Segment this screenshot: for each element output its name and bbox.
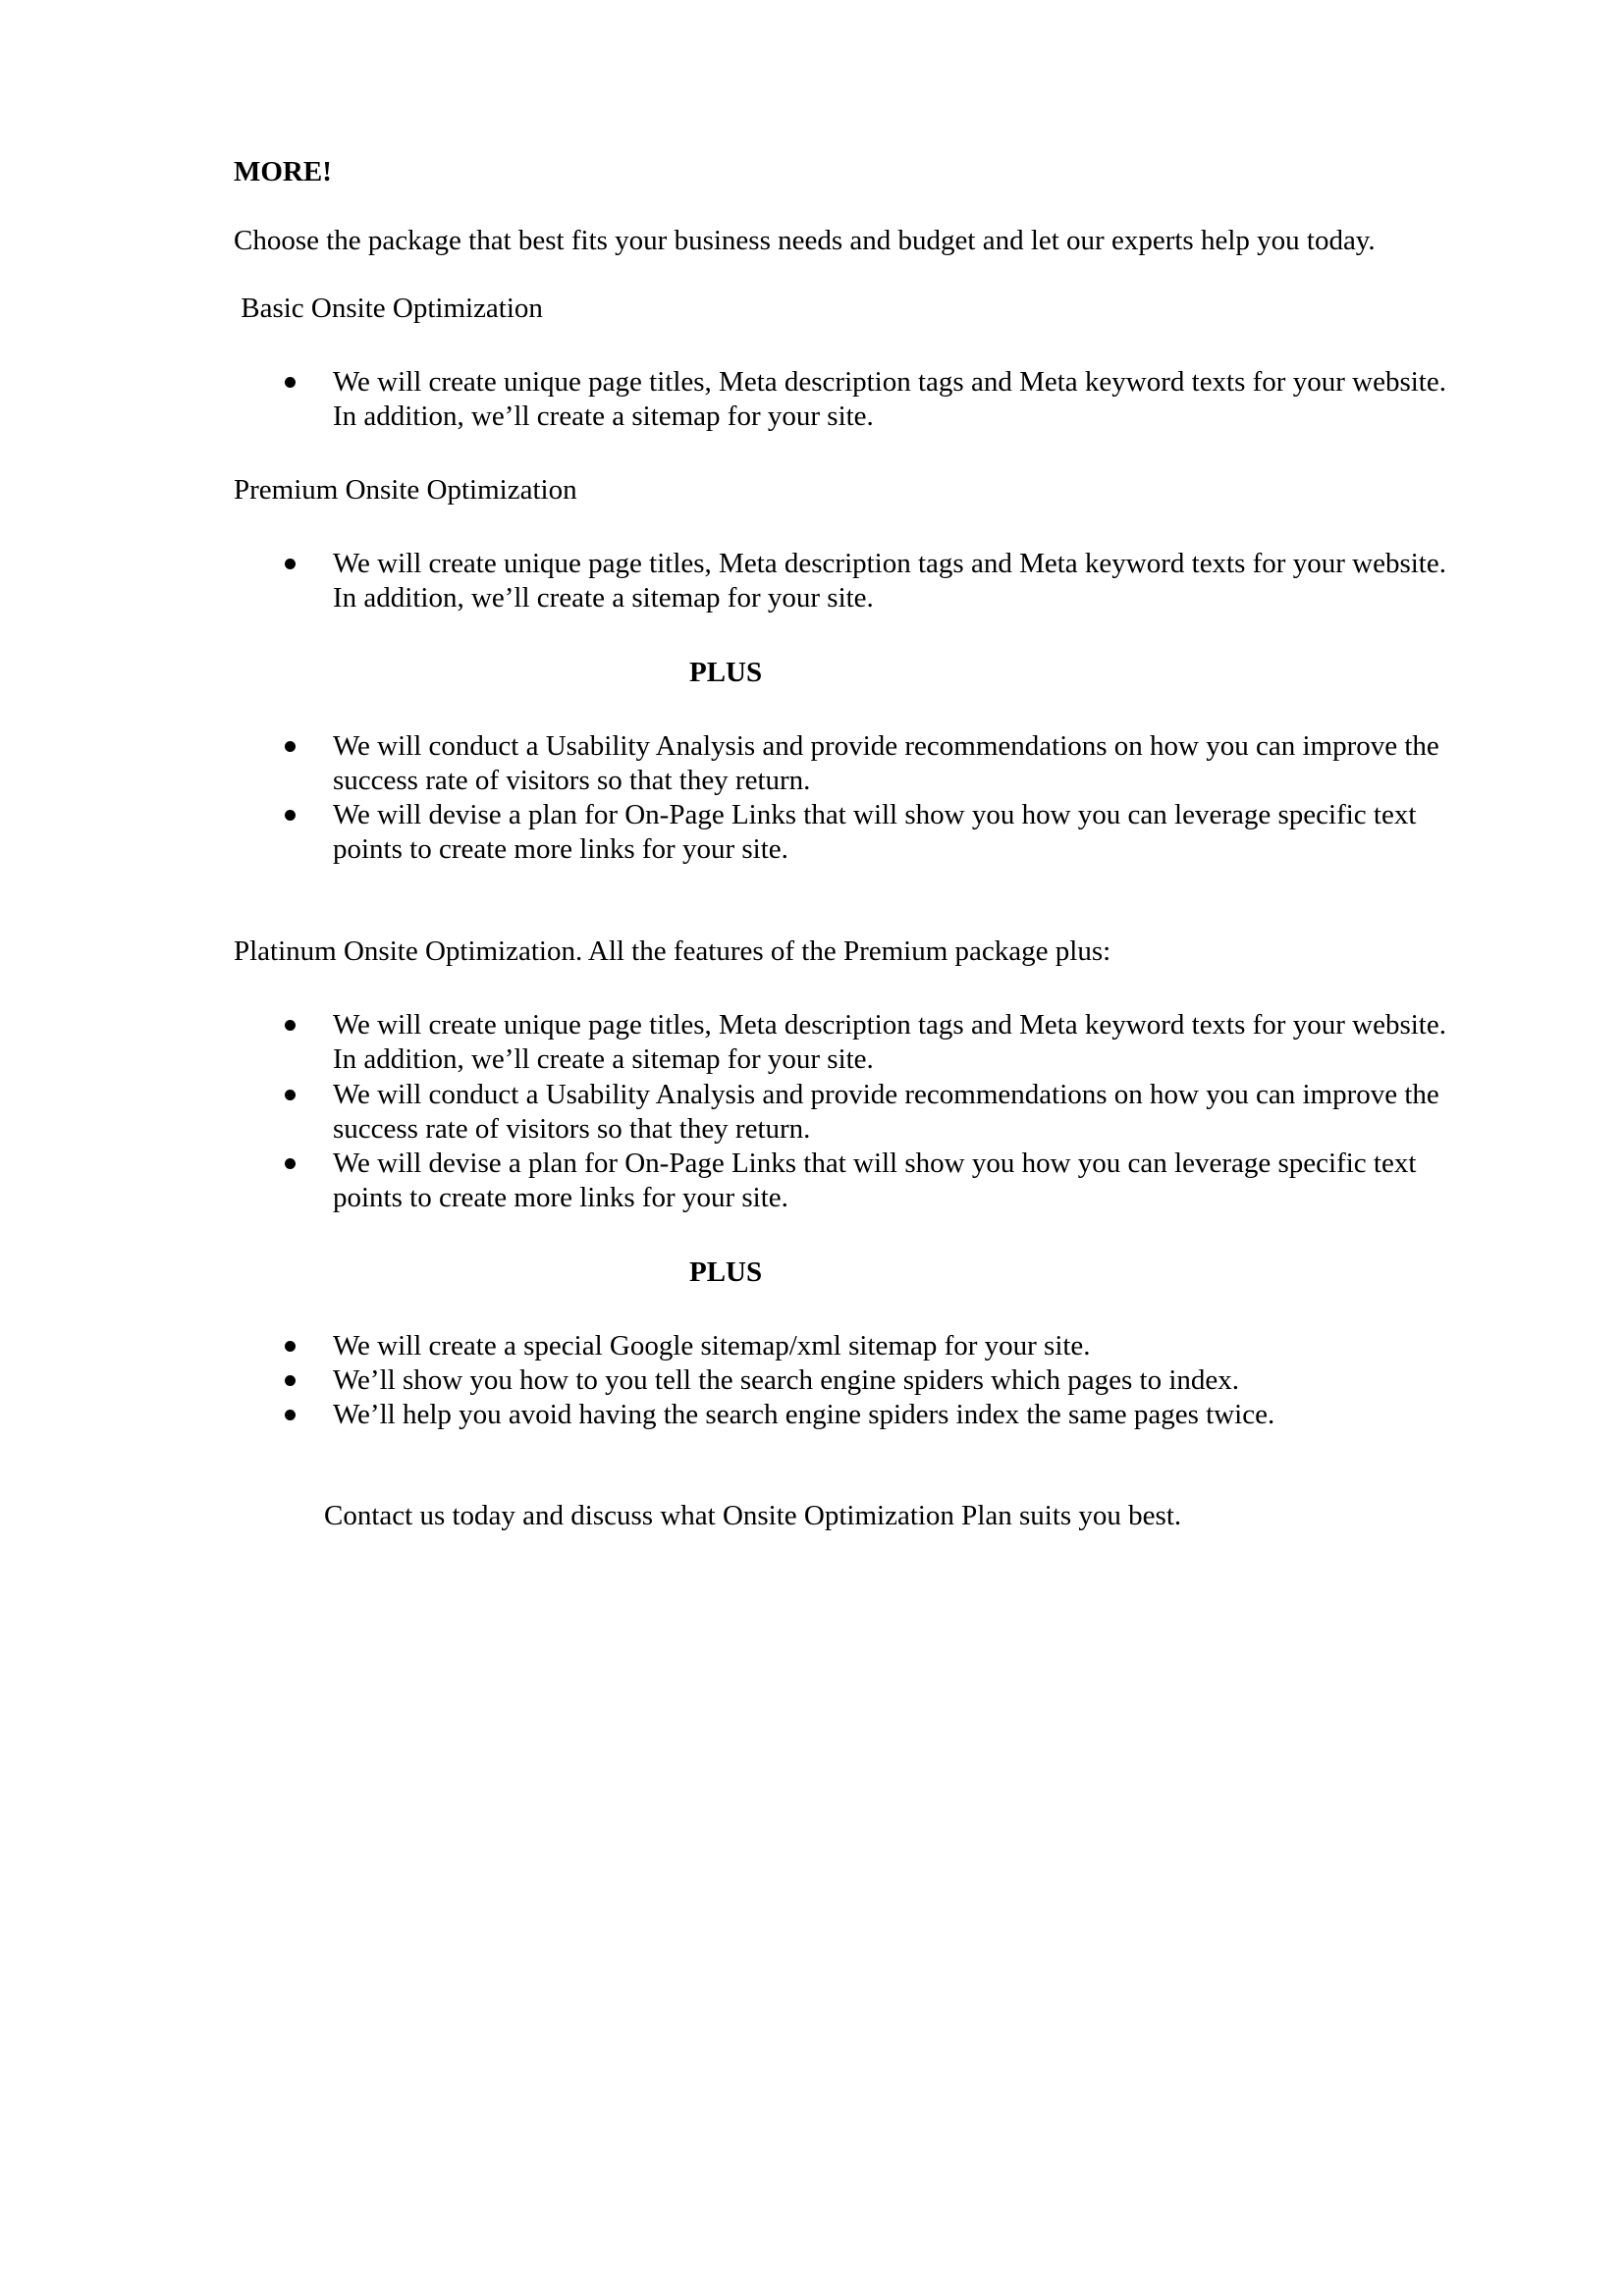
intro-paragraph: Choose the package that best fits your business needs and budget and let our experts help you today. (234, 225, 1376, 256)
premium-package-title: Premium Onsite Optimization (234, 474, 577, 506)
platinum-plus-heading: PLUS (689, 1256, 763, 1288)
bullet-icon (285, 741, 296, 752)
premium-bullet-2-line-2: success rate of visitors so that they return. (333, 765, 811, 796)
premium-bullet-1-line-1: We will create unique page titles, Meta description tags and Meta keyword texts for your website. (333, 548, 1446, 579)
basic-bullet-1-line-1: We will create unique page titles, Meta description tags and Meta keyword texts for your website. (333, 366, 1446, 398)
platinum-bullet-3-line-2: points to create more links for your site. (333, 1182, 788, 1213)
platinum-bullet-2-line-1: We will conduct a Usability Analysis and provide recommendations on how you can improve the (333, 1079, 1439, 1110)
bullet-icon (285, 1158, 296, 1169)
heading: MORE! (234, 156, 332, 187)
premium-plus-heading: PLUS (689, 657, 763, 688)
bullet-icon (285, 559, 296, 569)
bullet-icon (285, 1375, 296, 1386)
premium-bullet-3-line-1: We will devise a plan for On-Page Links that will show you how you can leverage specific text (333, 799, 1417, 830)
platinum-bullet-6: We’ll help you avoid having the search engine spiders index the same pages twice. (333, 1399, 1275, 1430)
platinum-bullet-1-line-1: We will create unique page titles, Meta description tags and Meta keyword texts for your website. (333, 1009, 1446, 1041)
bullet-icon (285, 810, 296, 821)
bullet-icon (285, 1020, 296, 1031)
closing-paragraph: Contact us today and discuss what Onsite Optimization Plan suits you best. (324, 1500, 1182, 1531)
premium-bullet-3-line-2: points to create more links for your site. (333, 833, 788, 865)
basic-package-title: Basic Onsite Optimization (234, 293, 543, 324)
platinum-bullet-1-line-2: In addition, we’ll create a sitemap for your site. (333, 1043, 874, 1075)
bullet-icon (285, 1090, 296, 1100)
platinum-package-title: Platinum Onsite Optimization. All the features of the Premium package plus: (234, 935, 1111, 967)
platinum-bullet-4: We will create a special Google sitemap/xml sitemap for your site. (333, 1330, 1091, 1362)
platinum-bullet-5: We’ll show you how to you tell the search engine spiders which pages to index. (333, 1364, 1240, 1396)
bullet-icon (285, 1410, 296, 1420)
bullet-icon (285, 1341, 296, 1352)
basic-bullet-1-line-2: In addition, we’ll create a sitemap for your site. (333, 400, 874, 432)
premium-bullet-1-line-2: In addition, we’ll create a sitemap for your site. (333, 582, 874, 614)
bullet-icon (285, 377, 296, 388)
platinum-bullet-2-line-2: success rate of visitors so that they return. (333, 1113, 811, 1145)
platinum-bullet-3-line-1: We will devise a plan for On-Page Links that will show you how you can leverage specific text (333, 1148, 1417, 1179)
premium-bullet-2-line-1: We will conduct a Usability Analysis and provide recommendations on how you can improve the (333, 730, 1439, 762)
